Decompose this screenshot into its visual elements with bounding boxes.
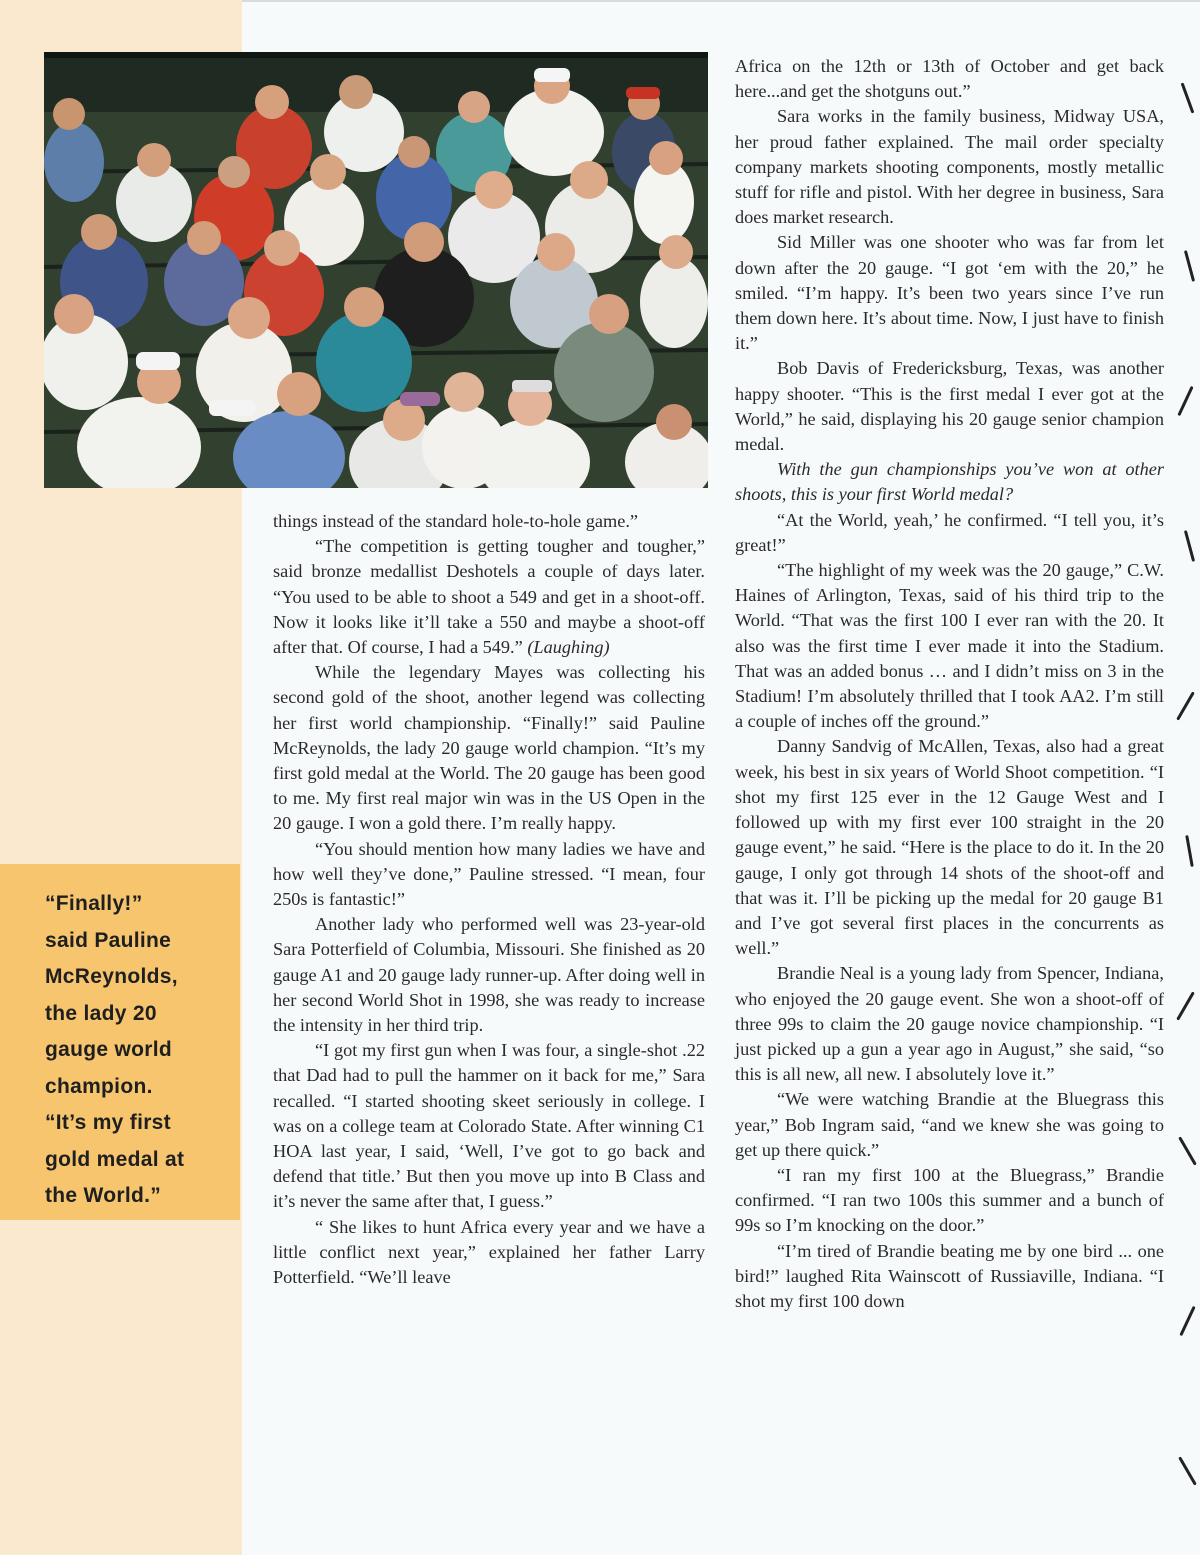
- paragraph: “ She likes to hunt Africa every year and we have a little conflict next year,” explained her father Larry Potterfield. “We’ll leave: [273, 1216, 705, 1288]
- paragraph: Danny Sandvig of McAllen, Texas, also had a great week, his best in six years of World Shoot competition. “I shot my first 125 ever in the 12 Gauge West and I followed up with my first ever 100 straight in the 20 gauge event,” he said. “Here is the place to do it. In the 20 gauge, I only got through 14 shots of the shoot-off and that was it. I’ll be picking up the medal for 20 gauge B1 and I’ve got several first places in the concurrents as well.”: [735, 736, 1164, 959]
- paragraph: While the legendary Mayes was collecting his second gold of the shoot, another legend was collecting her first world championship. “Finally!” said Pauline McReynolds, the lady 20 gauge world champion. “It’s my first gold medal at the World. The 20 gauge has been good to me. My first real major win was in the US Open in the 20 gauge. I won a gold there. I’m really happy.: [273, 662, 705, 834]
- crowd-photo-icon: [44, 52, 708, 488]
- paragraph: “I’m tired of Brandie beating me by one bird ... one bird!” laughed Rita Wainscott of Russiaville, Indiana. “I shot my first 100 down: [735, 1240, 1164, 1311]
- article-column-left: [273, 509, 705, 1290]
- edge-mark: [1177, 386, 1193, 416]
- paragraph: “I got my first gun when I was four, a single-shot .22 that Dad had to pull the hammer on it back for me,” Sara recalled. “I started shooting skeet seriously in college. I was on a college team at Colorado State. After winning C1 HOA last year, I said, ‘Well, I’ve got to go back and defend that title.’ But then you move up into B Class and it’s never the same after that, I guess.”: [273, 1040, 705, 1212]
- paragraph: “We were watching Brandie at the Bluegrass this year,” Bob Ingram said, “and we knew she was going to get up there quick.”: [735, 1089, 1164, 1160]
- paragraph: “You should mention how many ladies we have and how well they’ve done,” Pauline stressed. “I mean, four 250s is fantastic!”: [273, 838, 705, 910]
- edge-mark: [1181, 82, 1195, 113]
- pull-quote-line: “Finally!”: [45, 892, 143, 915]
- edge-mark: [1179, 1306, 1195, 1336]
- paragraph-text: “The competition is getting tougher and tougher,” said bronze medallist Deshotels a couple of days later. “You used to be able to shoot a 549 and get in a shoot-off. Now it looks like it’ll take a 550 and maybe a shoot-off after that. Of course, I had a 549.”: [273, 536, 705, 658]
- pull-quote-line: champion.: [45, 1074, 153, 1098]
- paragraph: Africa on the 12th or 13th of October and get back here...and get the shotguns out.”: [735, 56, 1164, 102]
- paragraph: Sara works in the family business, Midway USA, her proud father explained. The mail order specialty company markets shooting components, mostly metallic stuff for rifle and pistol. With her degree in business, Sara does market research.: [735, 106, 1164, 228]
- article-column-right: [735, 54, 1164, 1314]
- pull-quote-line: McReynolds,: [45, 965, 178, 988]
- edge-mark: [1185, 835, 1194, 867]
- paragraph: “The highlight of my week was the 20 gauge,” C.W. Haines of Arlington, Texas, said of his third trip to the World. “That was the first 100 I ever ran with the 20. It also was the first time I ever made it into the Stadium. That was an added bonus … and I didn’t miss on 3 in the Stadium! I’m absolutely thrilled that I took AA2. I’m still a couple of inches off the ground.”: [735, 560, 1164, 732]
- edge-mark: [1176, 691, 1195, 720]
- binding-edge-marks: [1160, 0, 1200, 1555]
- edge-mark: [1178, 1136, 1197, 1165]
- paragraph: Bob Davis of Fredericksburg, Texas, was another happy shooter. “This is the first medal I ever got at the World,” he said, displaying his 20 gauge senior champion medal.: [735, 358, 1164, 455]
- paragraph-aside: (Laughing): [527, 637, 610, 658]
- paragraph: Brandie Neal is a young lady from Spencer, Indiana, who enjoyed the 20 gauge event. She won a shoot-off of three 99s to claim the 20 gauge novice championship. “I just picked up a gun a year ago in August,” she said, “so this is all new, all new. I absolutely love it.”: [735, 963, 1164, 1085]
- question-text: With the gun championships you’ve won at other shoots, this is your first World medal?: [735, 459, 1164, 505]
- paragraph: things instead of the standard hole-to-hole game.”: [273, 511, 639, 531]
- top-rule: [242, 0, 1200, 2]
- edge-mark: [1178, 1456, 1197, 1485]
- paragraph: [273, 534, 705, 660]
- paragraph: Another lady who performed well was 23-year-old Sara Potterfield of Columbia, Missouri. She finished as 20 gauge A1 and 20 gauge lady runner-up. After doing well in her second World Shot in 1998, she was ready to increase the intensity in her third trip.: [273, 914, 705, 1036]
- pull-quote-line: the lady 20: [45, 1001, 157, 1025]
- paragraph-question: [735, 457, 1164, 507]
- edge-mark: [1176, 991, 1195, 1020]
- pull-quote-line: the World.”: [45, 1184, 162, 1207]
- pull-quote-line: gold medal at: [45, 1147, 185, 1171]
- edge-mark: [1184, 530, 1195, 562]
- paragraph: “I ran my first 100 at the Bluegrass,” Brandie confirmed. “I ran two 100s this summer and a bunch of 99s so I’m knocking on the door.”: [735, 1164, 1164, 1236]
- pull-quote: [0, 864, 240, 1220]
- edge-mark: [1184, 250, 1195, 282]
- pull-quote-line: said Pauline: [45, 928, 172, 952]
- pull-quote-line: “It’s my first: [45, 1111, 171, 1134]
- paragraph: Sid Miller was one shooter who was far from let down after the 20 gauge. “I got ‘em with the 20,” he smiled. “I’m happy. It’s been two years since I’ve run them down here. It’s about time. Now, I just have to finish it.”: [735, 232, 1164, 354]
- paragraph: “At the World, yeah,’ he confirmed. “I tell you, it’s great!”: [735, 509, 1164, 555]
- crowd-photo: [44, 52, 708, 488]
- pull-quote-line: gauge world: [45, 1038, 172, 1061]
